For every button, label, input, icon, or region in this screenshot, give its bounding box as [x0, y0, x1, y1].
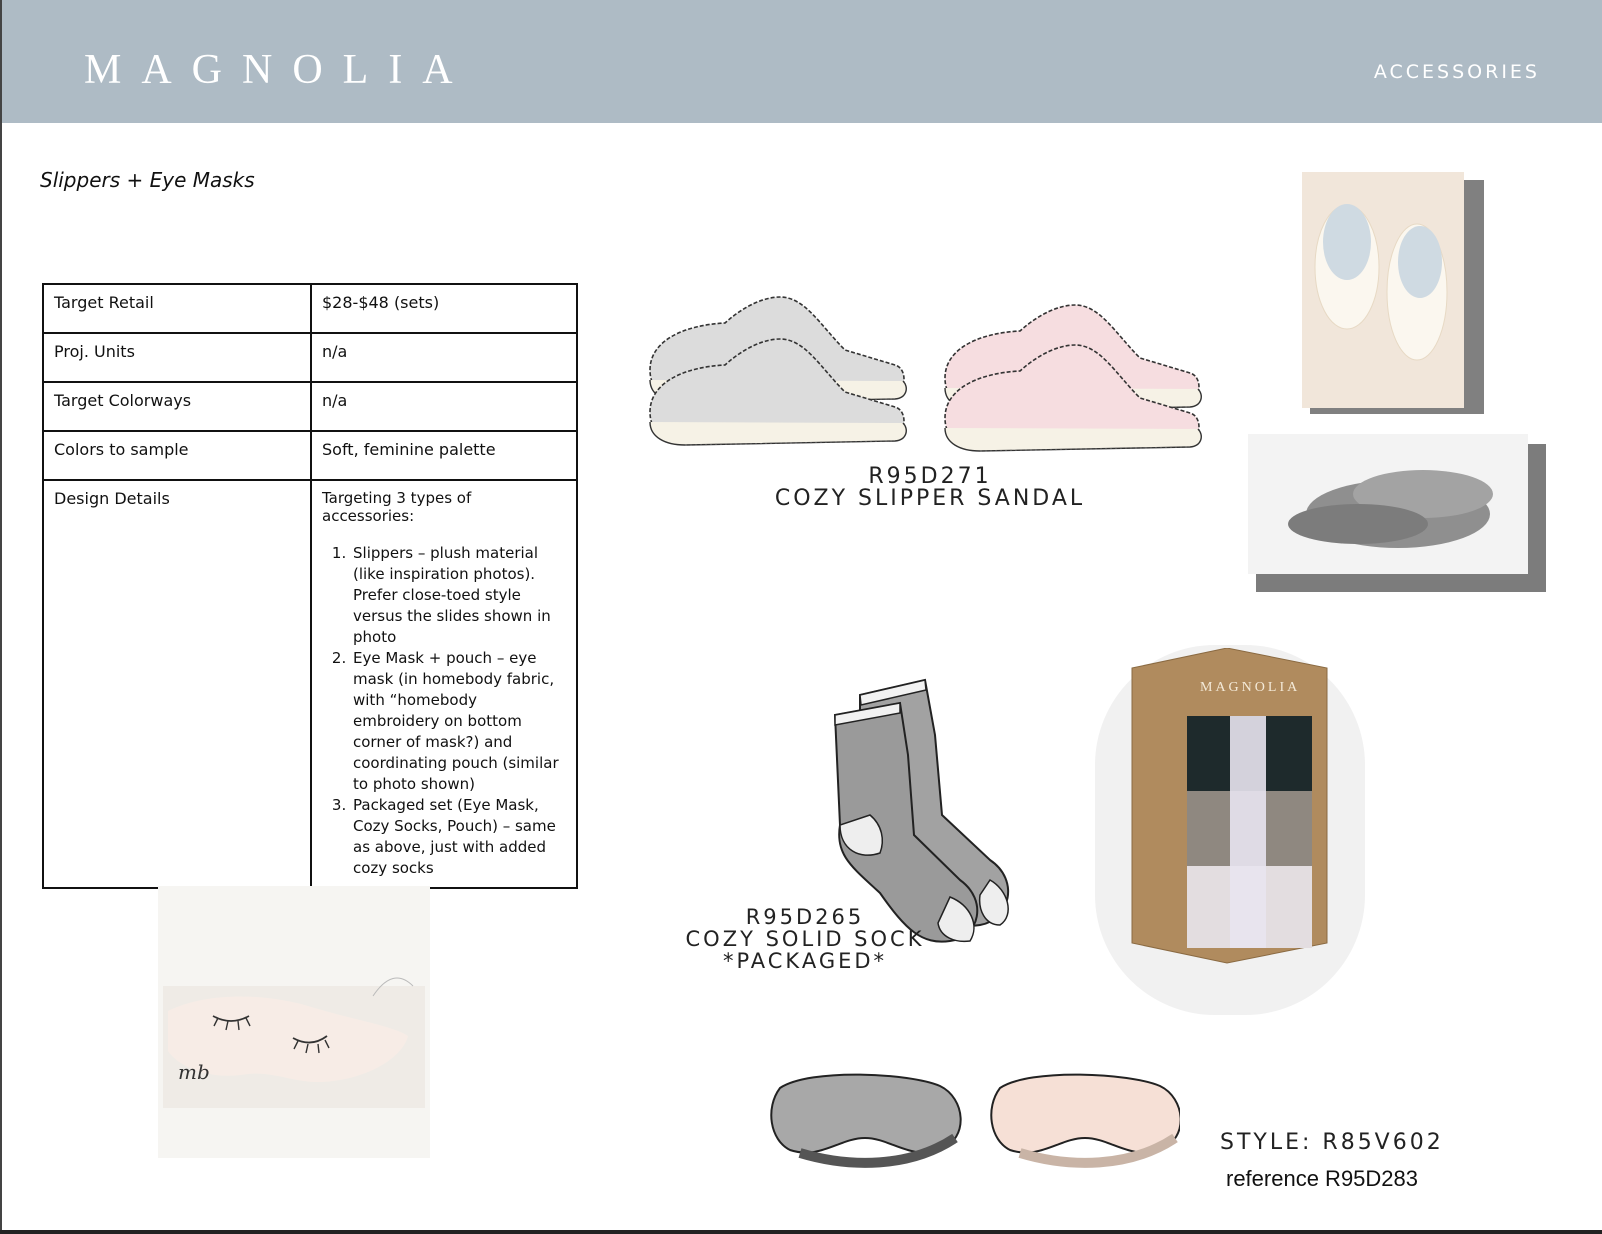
- row-value: $28-$48 (sets): [311, 284, 577, 333]
- eye-mask-pouch-photo: [158, 886, 430, 1158]
- slipper-style-name: COZY SLIPPER SANDAL: [774, 486, 1086, 511]
- row-label: Target Colorways: [43, 382, 311, 431]
- table-row: [43, 480, 577, 888]
- page-header: [2, 0, 1602, 123]
- brand-wordmark: MAGNOLIA: [84, 47, 473, 93]
- row-label: Design Details: [43, 480, 311, 888]
- page-border-bottom: [0, 1230, 1602, 1234]
- slipper-inspiration-photo-top: [1302, 172, 1484, 414]
- eye-mask-sketch: [770, 1068, 1180, 1178]
- row-value: n/a: [311, 382, 577, 431]
- list-item: 2. Eye Mask + pouch – eye mask (in homebody fabric, with “homebody embroidery on bottom corner of mask?) and coordinating pouch (similar to photo shown): [351, 648, 566, 795]
- table-row: [43, 284, 577, 333]
- list-item: 3. Packaged set (Eye Mask, Cozy Socks, Pouch) – same as above, just with added cozy socks: [351, 795, 566, 879]
- table-row: [43, 431, 577, 480]
- row-value: Soft, feminine palette: [311, 431, 577, 480]
- sock-style-name: COZY SOLID SOCK: [685, 927, 925, 951]
- spec-table: [42, 283, 578, 889]
- table-row: [43, 333, 577, 382]
- design-details-cell: [311, 480, 577, 888]
- slipper-inspiration-photo-bottom: [1248, 434, 1548, 594]
- slipper-sketch: [645, 295, 1235, 475]
- row-label: Colors to sample: [43, 431, 311, 480]
- sock-style-code: R95D265: [745, 905, 865, 929]
- packaged-sock-set-photo: [1112, 648, 1342, 978]
- eye-mask-style: STYLE: R85V602: [1220, 1130, 1444, 1155]
- package-brand-label: MAGNOLIA: [1200, 680, 1301, 695]
- page-title: Slippers + Eye Masks: [40, 168, 255, 192]
- row-value: n/a: [311, 333, 577, 382]
- slipper-style-code: R95D271: [868, 464, 992, 489]
- design-details-list: [322, 543, 566, 879]
- pouch-embroidery-mark: mb: [178, 1060, 210, 1084]
- design-details-intro: Targeting 3 types of accessories:: [322, 489, 472, 525]
- sock-packaging-note: *PACKAGED*: [722, 949, 888, 973]
- list-item: 1. Slippers – plush material (like inspiration photos). Prefer close-toed style versus the slides shown in photo: [351, 543, 566, 648]
- row-label: Target Retail: [43, 284, 311, 333]
- page-border-left: [0, 0, 2, 1234]
- section-label: ACCESSORIES: [1373, 61, 1540, 83]
- table-row: [43, 382, 577, 431]
- row-label: Proj. Units: [43, 333, 311, 382]
- eye-mask-reference: reference R95D283: [1226, 1166, 1419, 1191]
